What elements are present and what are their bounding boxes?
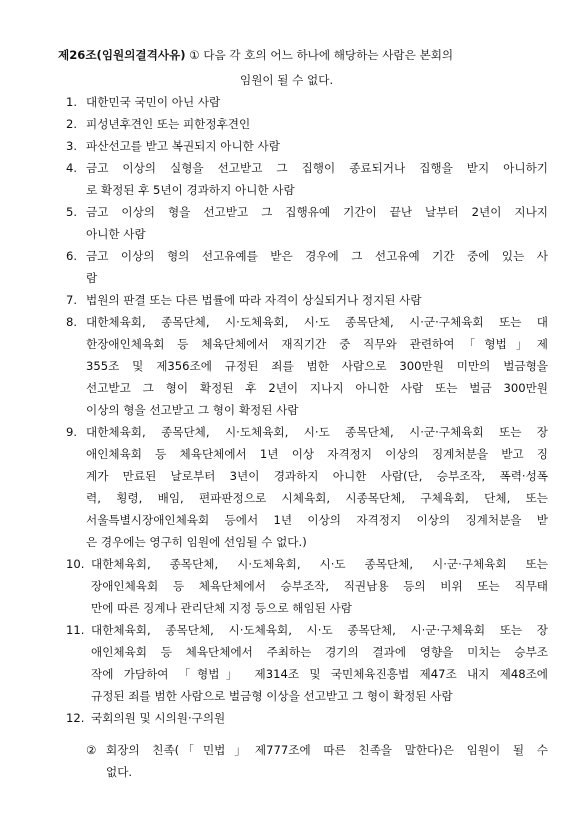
item-text: 대한체육회, 종목단체, 시·도체육회, 시·도 종목단체, 시·군·구체육회 또는 bbox=[91, 557, 548, 571]
paragraph-2-marker: ② bbox=[86, 743, 97, 757]
list-item-line bbox=[66, 619, 548, 641]
item-number: 10. bbox=[66, 557, 85, 571]
item-number: 1. bbox=[66, 95, 78, 109]
item-text: 대한민국 국민이 아닌 사람 bbox=[86, 95, 221, 109]
list-item-line bbox=[66, 377, 548, 399]
list-item-line bbox=[66, 641, 548, 663]
list-item-line bbox=[66, 157, 548, 179]
paragraph-2-text-end: 없다. bbox=[106, 765, 133, 779]
item-number: 7. bbox=[66, 293, 78, 307]
item-text: 법원의 판결 또는 다른 법률에 따라 자격이 상실되거나 정지된 사람 bbox=[86, 293, 422, 307]
paragraph-1-marker: ① bbox=[189, 48, 200, 62]
item-text: 아니한 사람 bbox=[86, 227, 146, 241]
item-text: 력, 횡령, 배임, 편파판정으로 시체육회, 시종목단체, 구체육회, 단체, 또는 bbox=[86, 491, 548, 505]
item-number: 3. bbox=[66, 139, 78, 153]
item-number: 8. bbox=[66, 315, 78, 329]
item-text: 이상의 형을 선고받고 그 형이 확정된 사람 bbox=[86, 403, 299, 417]
item-text: 만에 따른 징계나 관리단체 지정 등으로 해임된 사람 bbox=[91, 601, 352, 615]
list-item-line bbox=[66, 201, 548, 223]
item-text: 람 bbox=[86, 271, 98, 285]
list-item-line bbox=[66, 91, 548, 113]
item-text: 선고받고 그 형이 확정된 후 2년이 지나지 아니한 사람 또는 벌금 300만원 bbox=[86, 381, 548, 395]
list-item-line bbox=[66, 333, 548, 355]
list-item-line bbox=[66, 553, 548, 575]
item-number: 6. bbox=[66, 249, 78, 263]
list-item-line bbox=[66, 245, 548, 267]
item-text: 애인체육회 등 체육단체에서 주최하는 경기의 결과에 영향을 미치는 승부조 bbox=[91, 645, 548, 659]
item-text: 서울특별시장애인체육회 등에서 1년 이상의 자격정지 이상의 징계처분을 받 bbox=[86, 513, 548, 527]
paragraph-1-text: 다음 각 호의 어느 하나에 해당하는 사람은 본회의 bbox=[203, 48, 454, 62]
list-item-line bbox=[66, 399, 548, 421]
list-item-line bbox=[66, 443, 548, 465]
item-text: 금고 이상의 형의 선고유예를 받은 경우에 그 선고유예 기간 중에 있는 사 bbox=[86, 249, 548, 263]
list-item-line bbox=[66, 663, 548, 685]
list-item-line bbox=[66, 135, 548, 157]
list-item-line bbox=[66, 179, 548, 201]
item-text: 355조 및 제356조에 규정된 죄를 범한 사람으로 300만원 미만의 벌금형을 bbox=[86, 359, 548, 373]
paragraph-1-continuation: 임원이 될 수 없다. bbox=[240, 73, 334, 87]
item-text: 국회의원 및 시의원·구의원 bbox=[91, 711, 226, 725]
item-text: 은 경우에는 영구히 임원에 선임될 수 없다.) bbox=[86, 535, 307, 549]
item-number: 11. bbox=[66, 623, 85, 637]
list-item-line bbox=[66, 707, 548, 729]
list-item-line bbox=[66, 487, 548, 509]
list-item-line bbox=[66, 421, 548, 443]
list-item-line bbox=[66, 311, 548, 333]
item-text: 금고 이상의 실형을 선고받고 그 집행이 종료되거나 집행을 받지 아니하기 bbox=[86, 161, 548, 175]
item-list bbox=[66, 91, 548, 729]
list-item-line bbox=[66, 113, 548, 135]
list-item-line bbox=[66, 597, 548, 619]
list-item-line bbox=[66, 355, 548, 377]
article-title: 제26조(임원의결격사유) bbox=[58, 48, 186, 62]
item-text: 계가 만료된 날로부터 3년이 경과하지 아니한 사람(단, 승부조작, 폭력·성폭 bbox=[86, 469, 548, 483]
paragraph-2-text: 회장의 친족(「민법」제777조에 따른 친족을 말한다)은 임원이 될 수 bbox=[106, 743, 548, 757]
item-text: 대한체육회, 종목단체, 시·도체육회, 시·도 종목단체, 시·군·구체육회 또는 장 bbox=[91, 623, 548, 637]
item-text: 파산선고를 받고 복권되지 아니한 사람 bbox=[86, 139, 280, 153]
paragraph-2-line-2 bbox=[86, 761, 548, 783]
item-number: 12. bbox=[66, 711, 85, 725]
item-text: 장애인체육회 등 체육단체에서 승부조작, 직권남용 등의 비위 또는 직무태 bbox=[91, 579, 548, 593]
item-text: 작에 가담하여 「형법」 제314조 및 국민체육진흥법 제47조 내지 제48조에 bbox=[91, 667, 548, 681]
item-number: 9. bbox=[66, 425, 78, 439]
list-item-line bbox=[66, 289, 548, 311]
list-item-line bbox=[66, 223, 548, 245]
item-text: 규정된 죄를 범한 사람으로 벌금형 이상을 선고받고 그 형이 확정된 사람 bbox=[91, 689, 453, 703]
item-text: 로 확정된 후 5년이 경과하지 아니한 사람 bbox=[86, 183, 295, 197]
list-item-line bbox=[66, 267, 548, 289]
item-text: 한장애인체육회 등 체육단체에서 재직기간 중 직무와 관련하여「형법」제 bbox=[86, 337, 548, 351]
item-text: 금고 이상의 형을 선고받고 그 집행유예 기간이 끝난 날부터 2년이 지나지 bbox=[86, 205, 548, 219]
list-item-line bbox=[66, 465, 548, 487]
list-item-line bbox=[66, 509, 548, 531]
item-text: 대한체육회, 종목단체, 시·도체육회, 시·도 종목단체, 시·군·구체육회 또는 대 bbox=[86, 315, 548, 329]
article-heading-line bbox=[58, 44, 548, 66]
list-item-line bbox=[66, 531, 548, 553]
item-number: 4. bbox=[66, 161, 78, 175]
item-number: 5. bbox=[66, 205, 78, 219]
paragraph-2 bbox=[86, 739, 548, 783]
item-text: 피성년후견인 또는 피한정후견인 bbox=[86, 117, 251, 131]
item-text: 애인체육회 등 체육단체에서 1년 이상 자격정지 이상의 징계처분을 받고 징 bbox=[86, 447, 548, 461]
item-text: 대한체육회, 종목단체, 시·도체육회, 시·도 종목단체, 시·군·구체육회 또는 장 bbox=[86, 425, 548, 439]
list-item-line bbox=[66, 685, 548, 707]
paragraph-2-line-1 bbox=[86, 739, 548, 761]
list-item-line bbox=[66, 575, 548, 597]
item-number: 2. bbox=[66, 117, 78, 131]
